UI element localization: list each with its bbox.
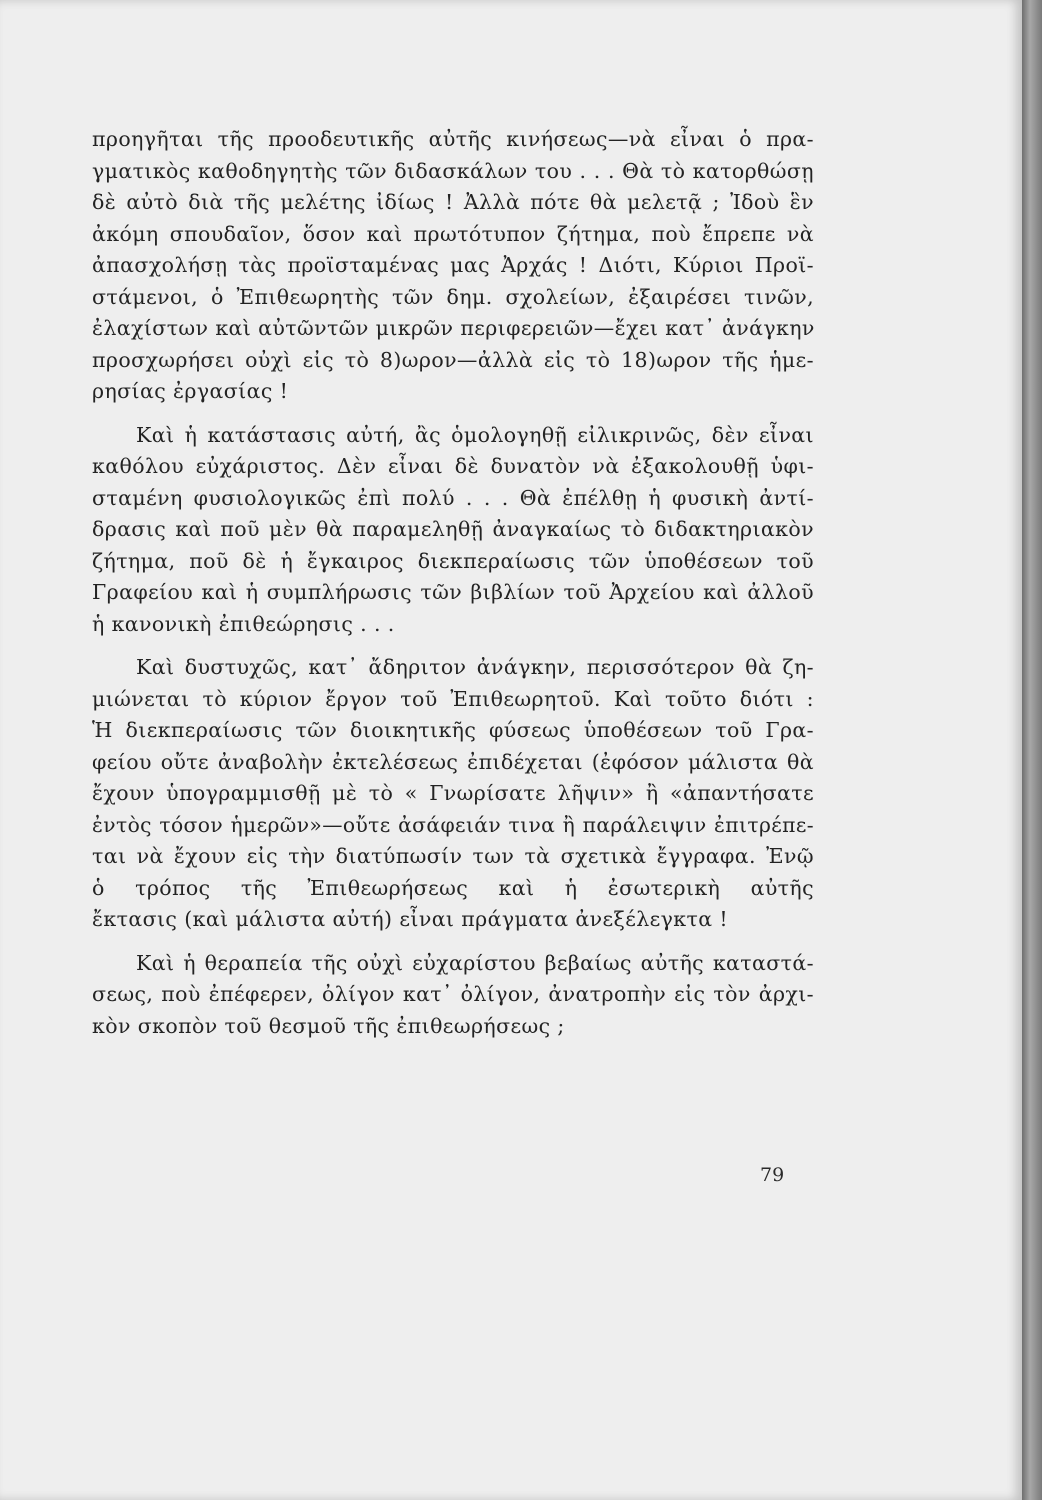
text-line: φείου οὔτε ἀναβολὴν ἐκτελέσεως ἐπιδέχεται (ἐφόσον μάλιστα θὰ xyxy=(92,749,814,774)
text-line: ρησίας ἐργασίας ! xyxy=(92,379,289,403)
paragraph-3 xyxy=(92,652,814,936)
text-line: Καὶ ἡ θεραπεία τῆς οὐχὶ εὐχαρίστου βεβαίως αὐτῆς καταστά- xyxy=(136,950,814,975)
paragraph-2 xyxy=(92,420,814,641)
text-line: ὁ τρόπος τῆς Ἐπιθεωρήσεως καὶ ἡ ἐσωτερικὴ αὐτῆς xyxy=(92,875,814,900)
text-line: ἐλαχίστων καὶ αὐτῶντῶν μικρῶν περιφερειῶν—ἔχει κατ᾽ ἀνάγκην xyxy=(92,316,815,340)
text-line: στάμενοι, ὁ Ἐπιθεωρητὴς τῶν δημ. σχολείων, ἐξαιρέσει τινῶν, xyxy=(92,284,814,309)
page-number: 79 xyxy=(760,1164,785,1186)
body-text xyxy=(92,124,814,1042)
text-line: Γραφείου καὶ ἡ συμπλήρωσις τῶν βιβλίων τοῦ Ἀρχείου καὶ ἀλλοῦ xyxy=(92,580,814,604)
page-edge xyxy=(1022,0,1042,1500)
text-line: καθόλου εὐχάριστος. Δὲν εἶναι δὲ δυνατὸν νὰ ἐξακολουθῇ ὑφι- xyxy=(92,454,814,478)
text-line: ἔκτασις (καὶ μάλιστα αὐτή) εἶναι πράγματα ἀνεξέλεγκτα ! xyxy=(92,907,729,931)
text-line: σεως, ποὺ ἐπέφερεν, ὀλίγον κατ᾽ ὀλίγον, ἀνατροπὴν εἰς τὸν ἀρχι- xyxy=(92,982,814,1006)
text-line: ἀπασχολήσῃ τὰς προϊσταμένας μας Ἀρχάς ! Διότι, Κύριοι Προϊ- xyxy=(92,253,814,277)
text-line: ἔχουν ὑπογραμμισθῇ μὲ τὸ « Γνωρίσατε λῆψιν» ἢ «ἀπαντήσατε xyxy=(92,781,814,805)
text-line: δὲ αὐτὸ διὰ τῆς μελέτης ἰδίως ! Ἀλλὰ πότε θὰ μελετᾷ ; Ἰδοὺ ἓν xyxy=(92,190,814,214)
text-line: Καὶ ἡ κατάστασις αὐτή, ἂς ὁμολογηθῇ εἰλικρινῶς, δὲν εἶναι xyxy=(136,422,814,447)
paragraph-1 xyxy=(92,124,814,408)
text-line: ἡ κανονικὴ ἐπιθεώρησις . . . xyxy=(92,611,395,636)
text-line: Καὶ δυστυχῶς, κατ᾽ ἄδηριτον ἀνάγκην, περισσότερον θὰ ζη- xyxy=(136,655,814,679)
text-line: δρασις καὶ ποῦ μὲν θὰ παραμεληθῇ ἀναγκαίως τὸ διδακτηριακὸν xyxy=(92,517,814,541)
text-line: σταμένη φυσιολογικῶς ἐπὶ πολύ . . . Θὰ ἐπέλθῃ ἡ φυσικὴ ἀντί- xyxy=(92,485,814,510)
text-line: προηγῆται τῆς προοδευτικῆς αὐτῆς κινήσεως—νὰ εἶναι ὁ πρα- xyxy=(92,127,814,151)
text-line: ζήτημα, ποῦ δὲ ἡ ἔγκαιρος διεκπεραίωσις τῶν ὑποθέσεων τοῦ xyxy=(92,548,814,573)
text-line: προσχωρήσει οὐχὶ εἰς τὸ 8)ωρον—ἀλλὰ εἰς τὸ 18)ωρον τῆς ἡμε- xyxy=(92,347,814,372)
text-line: ἐντὸς τόσον ἡμερῶν»—οὔτε ἀσάφειάν τινα ἢ παράλειψιν ἐπιτρέπε- xyxy=(92,812,814,837)
text-line: μιώνεται τὸ κύριον ἔργον τοῦ Ἐπιθεωρητοῦ. Καὶ τοῦτο διότι : xyxy=(92,686,814,711)
text-line: γματικὸς καθοδηγητὴς τῶν διδασκάλων του . . . Θὰ τὸ κατορθώσῃ xyxy=(92,158,814,183)
text-line: ται νὰ ἔχουν εἰς τὴν διατύπωσίν των τὰ σχετικὰ ἔγγραφα. Ἐνῷ xyxy=(92,844,814,868)
text-line: Ἡ διεκπεραίωσις τῶν διοικητικῆς φύσεως ὑποθέσεων τοῦ Γρα- xyxy=(92,718,814,742)
text-line: κὸν σκοπὸν τοῦ θεσμοῦ τῆς ἐπιθεωρήσεως ; xyxy=(92,1013,565,1038)
paragraph-4 xyxy=(92,948,814,1043)
text-line: ἀκόμη σπουδαῖον, ὅσον καὶ πρωτότυπον ζήτημα, ποὺ ἔπρεπε νὰ xyxy=(92,221,814,246)
